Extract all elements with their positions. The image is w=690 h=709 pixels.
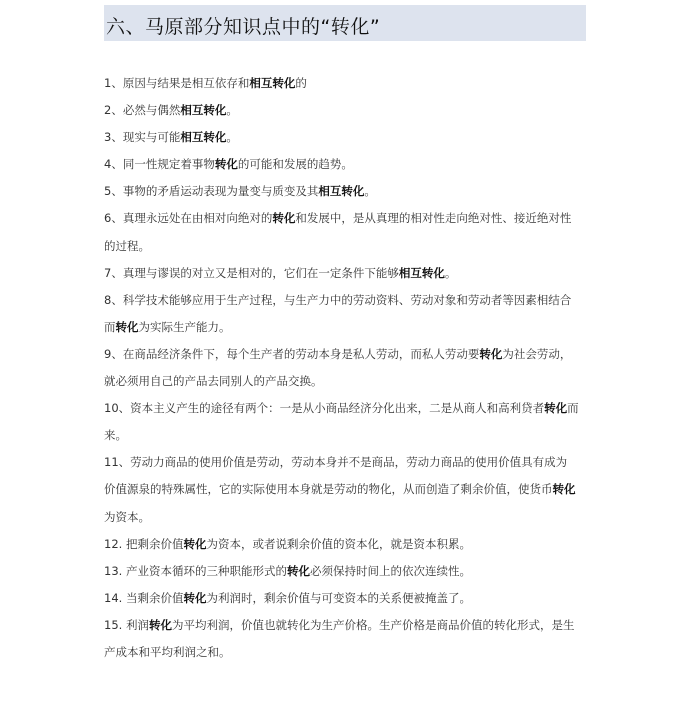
body-text: 为利润时，剩余价值与可变资本的关系便被掩盖了。 [206, 590, 471, 605]
list-item-15 [104, 612, 594, 666]
list-item-line [104, 151, 594, 178]
list-item-line [104, 368, 594, 395]
emphasis-text: 转化 [183, 536, 207, 551]
body-text: 6、真理永远处在由相对向绝对的 [104, 211, 273, 226]
list-item-13 [104, 558, 594, 585]
body-text: 13. 产业资本循环的三种职能形式的 [104, 563, 287, 578]
emphasis-text: 相互转化 [318, 184, 365, 199]
list-item-1 [104, 70, 594, 97]
body-text: 3、现实与可能 [104, 130, 181, 145]
body-text: 而 [567, 401, 579, 416]
body-text: 来。 [104, 428, 127, 443]
list-item-6 [104, 205, 594, 259]
body-text: 14. 当剩余价值 [104, 590, 184, 605]
list-item-line [104, 205, 594, 232]
body-text: 8、科学技术能够应用于生产过程，与生产力中的劳动资料、劳动对象和劳动者等因素相结合 [104, 292, 572, 307]
list-item-line [104, 178, 594, 205]
list-item-11 [104, 449, 594, 530]
emphasis-text: 转化 [115, 319, 139, 334]
body-text: 4、同一性规定着事物 [104, 157, 215, 172]
emphasis-text: 转化 [552, 482, 576, 497]
body-text: 。 [226, 103, 238, 118]
body-text: 11、劳动力商品的使用价值是劳动，劳动本身并不是商品，劳动力商品的使用价值具有成为 [104, 455, 568, 470]
body-text: 和发展中，是从真理的相对性走向绝对性、接近绝对性 [295, 211, 572, 226]
emphasis-text: 转化 [286, 563, 310, 578]
list-item-line [104, 639, 594, 666]
emphasis-text: 转化 [479, 346, 503, 361]
body-text: 的 [295, 76, 307, 90]
body-text: 的过程。 [104, 238, 150, 253]
list-item-14 [104, 585, 594, 612]
body-text: 为资本。 [104, 509, 150, 524]
list-item-line [104, 504, 594, 531]
list-item-line [104, 97, 594, 124]
section-title: 六、马原部分知识点中的“转化” [106, 16, 381, 38]
body-text: 7、真理与谬误的对立又是相对的，它们在一定条件下能够 [104, 265, 399, 280]
list-item-line [104, 422, 594, 449]
emphasis-text: 转化 [183, 590, 207, 605]
list-item-line [104, 476, 594, 503]
list-item-line [104, 233, 594, 260]
body-text: 。 [226, 130, 238, 145]
body-text: 而 [104, 319, 116, 334]
list-item-line [104, 124, 594, 151]
list-item-9 [104, 341, 594, 395]
point-list [104, 70, 594, 666]
body-text: 为实际生产能力。 [138, 319, 231, 334]
body-text: 1、原因与结果是相互依存和 [104, 76, 250, 90]
body-text: 12. 把剩余价值 [104, 536, 184, 551]
body-text: 2、必然与偶然 [104, 103, 181, 118]
body-text: 15. 利润 [104, 617, 149, 632]
emphasis-text: 转化 [544, 401, 568, 416]
body-text: 。 [444, 265, 457, 280]
list-item-line [104, 260, 594, 287]
body-text: 为资本，或者说剩余价值的资本化，就是资本积累。 [206, 536, 471, 551]
list-item-line [104, 558, 594, 585]
list-item-line [104, 612, 594, 639]
list-item-2 [104, 97, 594, 124]
list-item-line [104, 395, 594, 422]
body-text: 。 [364, 184, 376, 199]
list-item-line [104, 314, 594, 341]
emphasis-text: 相互转化 [398, 265, 445, 280]
body-text: 就必须用自己的产品去同别人的产品交换。 [104, 374, 323, 389]
list-item-7 [104, 260, 594, 287]
body-text: 10、资本主义产生的途径有两个：一是从小商品经济分化出来，二是从商人和高利贷者 [104, 401, 545, 416]
emphasis-text: 相互转化 [180, 103, 227, 118]
emphasis-text: 转化 [148, 617, 172, 632]
body-text: 必须保持时间上的依次连续性。 [309, 563, 471, 578]
list-item-line [104, 449, 594, 476]
list-item-line [104, 585, 594, 612]
emphasis-text: 相互转化 [180, 130, 227, 145]
list-item-line [104, 287, 594, 314]
emphasis-text: 转化 [214, 157, 238, 172]
list-item-5 [104, 178, 594, 205]
list-item-line [104, 70, 594, 97]
list-item-4 [104, 151, 594, 178]
list-item-line [104, 341, 594, 368]
list-item-12 [104, 531, 594, 558]
body-text: 为社会劳动， [502, 346, 572, 361]
body-text: 9、在商品经济条件下，每个生产者的劳动本身是私人劳动，而私人劳动要 [104, 346, 480, 361]
emphasis-text: 相互转化 [249, 76, 296, 90]
body-text: 产成本和平均利润之和。 [104, 644, 231, 659]
list-item-3 [104, 124, 594, 151]
body-text: 的可能和发展的趋势。 [237, 157, 353, 172]
list-item-8 [104, 287, 594, 341]
list-item-10 [104, 395, 594, 449]
body-text: 价值源泉的特殊属性，它的实际使用本身就是劳动的物化，从而创造了剩余价值，使货币 [104, 482, 553, 497]
list-item-line [104, 531, 594, 558]
emphasis-text: 转化 [272, 211, 296, 226]
body-text: 5、事物的矛盾运动表现为量变与质变及其 [104, 184, 319, 199]
body-text: 为平均利润，价值也就转化为生产价格。生产价格是商品价值的转化形式，是生 [171, 617, 575, 632]
